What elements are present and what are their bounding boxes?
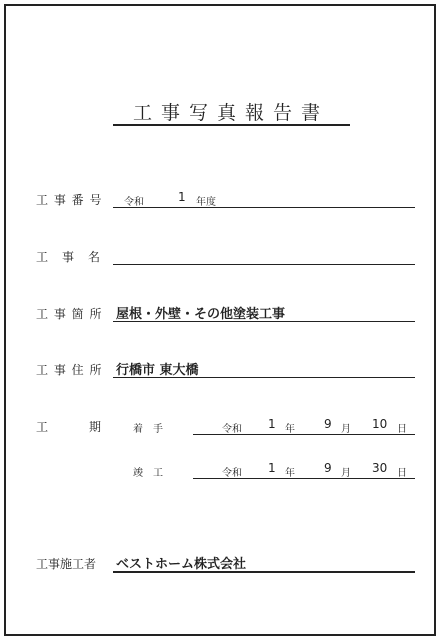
period-label-left: 工 [36,420,50,434]
construction-name-label: 工 事 名 [36,250,102,264]
end-line [193,478,415,479]
construction-name-line [113,264,415,265]
contractor-value: ベストホーム株式会社 [116,557,247,572]
end-year-unit: 年 [285,468,295,479]
start-year-unit: 年 [285,424,295,435]
construction-address-label: 工 事 住 所 [36,363,103,377]
period-label-right: 期 [89,420,103,434]
construction-location-label: 工 事 箇 所 [36,307,103,321]
end-month-unit: 月 [341,468,351,479]
construction-number-era: 令和 [124,197,144,208]
construction-location-value: 屋根・外壁・その他塗装工事 [116,307,286,322]
start-day: 10 [372,417,388,431]
end-label: 竣 工 [133,468,163,479]
start-year: 1 [268,417,276,431]
end-era: 令和 [222,468,242,479]
title-underline [113,124,350,126]
construction-address-line [113,377,415,378]
contractor-line [113,571,415,573]
start-line [193,434,415,435]
construction-number-year: 1 [178,190,186,204]
start-era: 令和 [222,424,242,435]
construction-number-line [113,207,415,208]
end-year: 1 [268,461,276,475]
start-month-unit: 月 [341,424,351,435]
page-title: 工事写真報告書 [132,102,329,124]
start-month: 9 [324,417,332,431]
end-day-unit: 日 [397,468,407,479]
construction-location-line [113,321,415,322]
start-label: 着 手 [133,424,163,435]
construction-address-value: 行橋市 東大橋 [116,363,199,378]
contractor-label: 工事施工者 [36,557,97,571]
construction-number-suffix: 年度 [196,197,216,208]
construction-number-label: 工 事 番 号 [36,193,103,207]
end-month: 9 [324,461,332,475]
end-day: 30 [372,461,388,475]
start-day-unit: 日 [397,424,407,435]
